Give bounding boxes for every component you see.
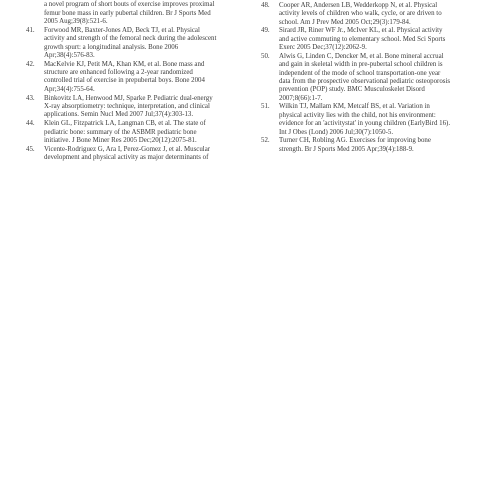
reference-text	[279, 103, 483, 136]
reference-line: controlled trial of exercise in prepubertal boys. Bone 2004	[44, 77, 205, 85]
reference-number: 45.	[26, 145, 35, 153]
reference-line: Exerc 2005 Dec;37(12):2062-9.	[279, 44, 367, 52]
reference-number: 44.	[26, 120, 35, 128]
reference-number: 52.	[261, 137, 270, 145]
references-right-column	[261, 0, 483, 155]
reference-text	[44, 120, 240, 145]
reference-line: data from the prospective observational pediatric osteoporosis	[279, 77, 451, 85]
reference-text	[44, 61, 240, 94]
reference-line: Vicente-Rodriguez G, Ara I, Perez-Gomez J, et al. Muscular	[44, 145, 211, 153]
reference-line: X-ray absorptiometry: technique, interpretation, and clinical	[44, 102, 210, 110]
reference-line: Binkovitz LA, Henwood MJ, Sparke P. Pediatric dual-energy	[44, 94, 213, 102]
reference-entry	[261, 27, 483, 52]
reference-text	[279, 2, 483, 27]
reference-line: and gain in skeletal width in pre-pubertal school children is	[279, 61, 443, 69]
reference-line: growth spurt: a longitudinal analysis. Bone 2006	[44, 43, 179, 51]
reference-entry	[26, 0, 240, 26]
reference-text	[44, 0, 240, 26]
reference-line: development and physical activity as major determinants of	[44, 154, 209, 162]
reference-entry	[261, 103, 483, 136]
reference-line: 2007;8(66):1-7.	[279, 94, 323, 102]
reference-number: 50.	[261, 52, 270, 60]
reference-text	[44, 146, 240, 163]
reference-line: Sirard JR, Riner WF Jr., McIver KL, et al. Physical activity	[279, 27, 443, 35]
reference-text	[44, 27, 240, 60]
reference-line: activity and strength of the femoral neck during the adolescent	[44, 35, 217, 43]
reference-text	[279, 137, 483, 154]
reference-line: Klein GL, Fitzpatrick LA, Langman CB, et al. The state of	[44, 120, 206, 128]
reference-line: initiative. J Bone Miner Res 2005 Dec;20(12):2075-81.	[44, 136, 197, 144]
reference-number: 42.	[26, 60, 35, 68]
reference-line: and active commuting to elementary school. Med Sci Sports	[279, 35, 446, 43]
reference-entry	[261, 137, 483, 154]
reference-line: Apr;38(4):576-83.	[44, 51, 95, 59]
reference-number: 41.	[26, 26, 35, 34]
reference-number: 48.	[261, 1, 270, 9]
reference-entry	[26, 120, 240, 145]
reference-text	[44, 95, 240, 120]
reference-line: school. Am J Prev Med 2005 Oct;29(3):179-84.	[279, 18, 411, 26]
reference-line: prevention (POP) study. BMC Musculoskelet Disord	[279, 86, 425, 94]
reference-line: 2005 Aug;39(8):521-6.	[44, 18, 108, 26]
reference-entry	[26, 27, 240, 60]
reference-text	[279, 27, 483, 52]
reference-number: 51.	[261, 103, 270, 111]
reference-line: Alwis G, Linden C, Dencker M, et al. Bone mineral accrual	[279, 52, 444, 60]
reference-line: activity levels of children who walk, cycle, or are driven to	[279, 10, 442, 18]
reference-number: 49.	[261, 27, 270, 35]
reference-line: evidence for an 'activitystat' in young children (EarlyBird 16).	[279, 120, 451, 128]
reference-entry	[261, 2, 483, 27]
reference-number: 43.	[26, 94, 35, 102]
reference-line: physical activity lies with the child, not his environment:	[279, 111, 436, 119]
reference-entry	[26, 95, 240, 120]
reference-line: femur bone mass in early pubertal children. Br J Sports Med	[44, 9, 211, 17]
reference-entry	[26, 146, 240, 163]
reference-line: Apr;34(4):755-64.	[44, 85, 95, 93]
reference-line: Wilkin TJ, Mallam KM, Metcalf BS, et al. Variation in	[279, 103, 430, 111]
reference-line: MacKelvie KJ, Petit MA, Khan KM, et al. Bone mass and	[44, 60, 205, 68]
reference-line: strength. Br J Sports Med 2005 Apr;39(4):188-9.	[279, 145, 414, 153]
reference-text	[279, 53, 483, 103]
reference-line: Forwood MR, Baxter-Jones AD, Beck TJ, et al. Physical	[44, 26, 200, 34]
references-left-column	[26, 0, 240, 163]
reference-line: structure are enhanced following a 2-year randomized	[44, 69, 193, 77]
reference-number	[26, 0, 44, 26]
reference-line: Cooper AR, Andersen LB, Wedderkopp N, et al. Physical	[279, 1, 438, 9]
reference-line: independent of the mode of school transportation-one year	[279, 69, 441, 77]
reference-line: pediatric bone: summary of the ASBMR pediatric bone	[44, 128, 197, 136]
reference-line: Int J Obes (Lond) 2006 Jul;30(7):1050-5.	[279, 128, 394, 136]
reference-line: a novel program of short bouts of exercise improves proximal	[44, 1, 215, 9]
reference-entry	[261, 53, 483, 103]
reference-line: Turner CH, Robling AG. Exercises for improving bone	[279, 137, 431, 145]
reference-line: applications. Semin Nucl Med 2007 Jul;37(4):303-13.	[44, 111, 194, 119]
reference-entry	[26, 61, 240, 94]
